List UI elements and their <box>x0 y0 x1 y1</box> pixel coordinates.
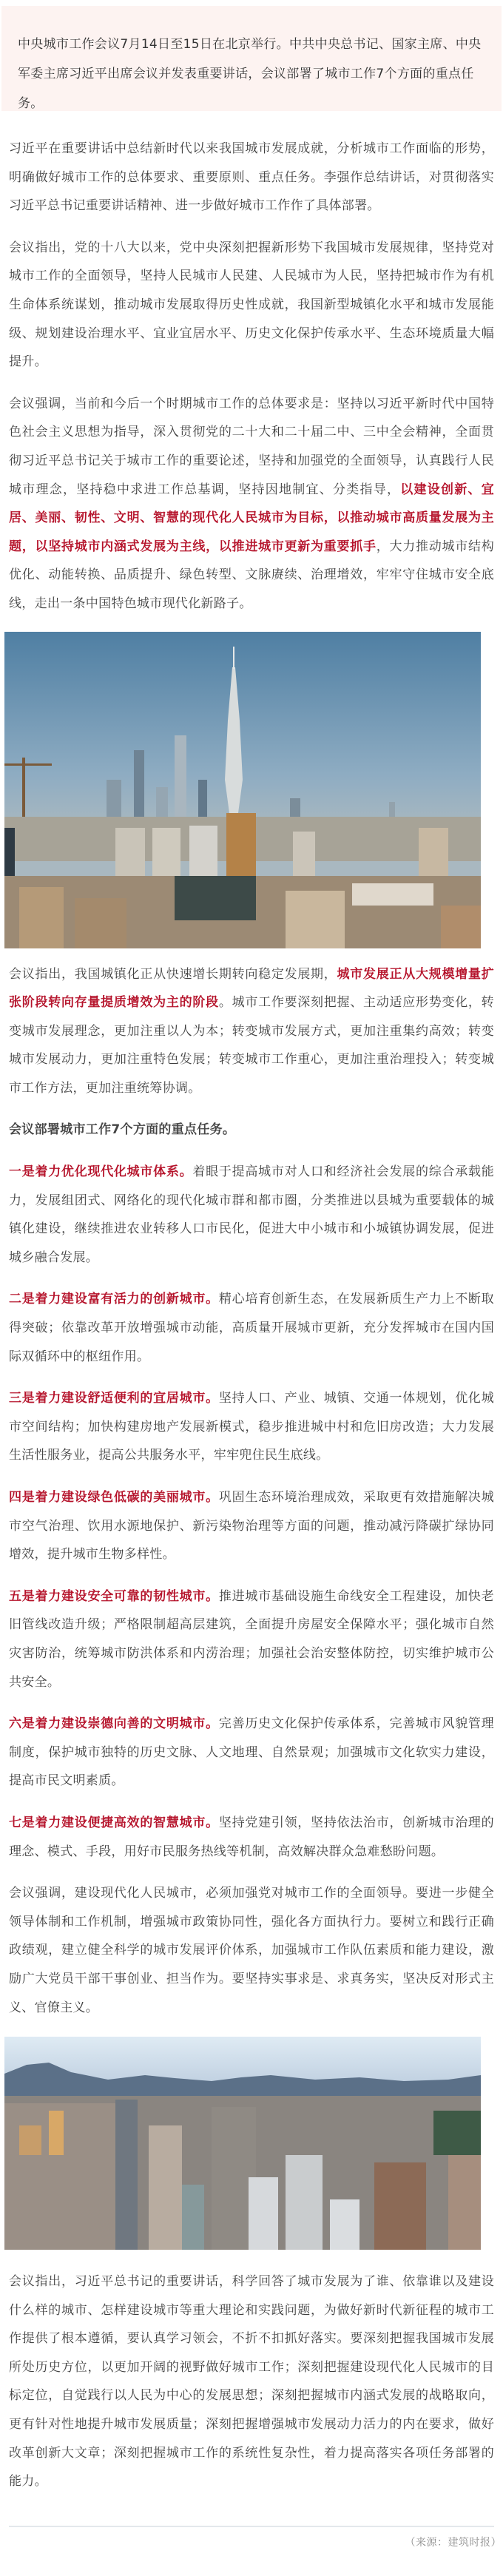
task-body: 坚持人口、产业、城镇、交通一体规划，优化城市空间结构；加快构建房地产发展新模式，稳步推进城中村和危旧房改造；大力发展生活性服务业，提高公共服务水平，牢牢兜住民生底线。 <box>9 1391 494 1463</box>
task-title: 五是着力建设安全可靠的韧性城市。 <box>9 1588 219 1604</box>
paragraph-conclusion: 会议指出，习近平总书记的重要讲话，科学回答了城市发展为了谁、依靠谁以及建设什么样的城市、怎样建设城市等重大理论和实践问题，为做好新时代新征程的城市工作提供了根本遵循，要认真学习领会，不折不扣抓好落实。要深刻把握我国城市发展所处历史方位，以更加开阔的视野做好城市工作；深刻把握建设现代化人民城市的目标定位，自觉践行以人民为中心的发展思想；深刻把握城市内涵式发展的战略取向，更有针对性地提升城市发展质量；深刻把握增强城市发展动力活力的内在要求，做好改革创新大文章；深刻把握城市工作的系统性复杂性，着力提高落实各项任务部署的能力。 <box>9 2274 494 2489</box>
task-item-1 <box>9 1158 494 1272</box>
paragraph-urbanization-stage <box>9 960 494 1103</box>
task-body: 着眼于提高城市对人口和经济社会发展的综合承载能力，发展组团式、网络化的现代化城市群和都市圈，分类推进以县城为重要载体的城镇化建设，继续推进农业转移人口市民化，促进大中小城市和小城镇协调发展，促进城乡融合发展。 <box>9 1164 495 1265</box>
highlight-text: 城市发展正从大规模增量扩张阶段转向存量提质增效为主的阶段 <box>9 966 495 1011</box>
city-skyline-photo <box>4 632 481 948</box>
task-title: 四是着力建设绿色低碳的美丽城市。 <box>9 1490 219 1505</box>
aerial-city-illustration-icon <box>4 2037 481 2250</box>
task-body: 推进城市基础设施生命线安全工程建设，加快老旧管线改造升级；严格限制超高层建筑，全面提升房屋安全保障水平；强化城市自然灾害防治，统筹城市防洪体系和内涝治理；加强社会治安整体防控，切实维护城市公共安全。 <box>9 1588 494 1690</box>
task-title: 七是着力建设便捷高效的智慧城市。 <box>9 1815 219 1830</box>
task-item-5 <box>9 1582 494 1696</box>
text-span: 。城市工作要深刻把握、主动适应形势变化，转变城市发展理念，更加注重以人为本；转变城市发展方式，更加注重集约高效；转变城市发展动力，更加注重特色发展；转变城市工作重心，更加注重治理投入；转变城市工作方法，更加注重统筹协调。 <box>9 995 494 1096</box>
text-span: 会议指出，我国城镇化正从快速增长期转向稳定发展期， <box>9 966 337 982</box>
task-title: 一是着力优化现代化城市体系。 <box>9 1164 193 1180</box>
task-item-6 <box>9 1710 494 1796</box>
task-title: 三是着力建设舒适便利的宜居城市。 <box>9 1391 219 1406</box>
task-item-4 <box>9 1483 494 1569</box>
intro-text: 中央城市工作会议7月14日至15日在北京举行。中共中央总书记、国家主席、中央军委主席习近平出席会议并发表重要讲话，会议部署了城市工作7个方面的重点任务。 <box>18 37 482 111</box>
task-item-3 <box>9 1384 494 1470</box>
task-item-7 <box>9 1809 494 1866</box>
task-item-2 <box>9 1285 494 1371</box>
task-title: 六是着力建设崇德向善的文明城市。 <box>9 1716 219 1732</box>
source-attribution: （来源：建筑时报） <box>405 2536 502 2549</box>
task-body: 精心培育创新生态，在发展新质生产力上不断取得突破；依靠改革开放增强城市动能，高质量开展城市更新，充分发挥城市在国内国际双循环中的枢纽作用。 <box>9 1292 494 1364</box>
text-span: ，大力推动城市结构优化、动能转换、品质提升、绿色转型、文脉赓续、治理增效，牢牢守住城市安全底线，走出一条中国特色城市现代化新路子。 <box>9 539 494 611</box>
task-body: 完善历史文化保护传承体系，完善城市风貌管理制度，保护城市独特的历史文脉、人文地理、自然景观；加强城市文化软实力建设，提高市民文明素质。 <box>9 1716 494 1789</box>
skyline-illustration-icon <box>4 632 481 948</box>
article-body-continued <box>0 960 503 2023</box>
article-body <box>0 111 503 618</box>
tasks-heading: 会议部署城市工作7个方面的重点任务。 <box>9 1122 236 1138</box>
paragraph-summary: 习近平在重要讲话中总结新时代以来我国城市发展成就，分析城市工作面临的形势，明确做好城市工作的总体要求、重要原则、重点任务。李强作总结讲话，对贯彻落实习近平总书记重要讲话精神、进一步做好城市工作作了具体部署。 <box>9 141 494 214</box>
paragraph-achievements: 会议指出，党的十八大以来，党中央深刻把握新形势下我国城市发展规律，坚持党对城市工作的全面领导，坚持人民城市人民建、人民城市为人民，坚持把城市作为有机生命体系统谋划，推动城市发展取得历史性成就，我国新型城镇化水平和城市发展能级、规划建设治理水平、宜业宜居水平、历史文化保护传承水平、生态环境质量大幅提升。 <box>9 240 494 370</box>
paragraph-requirements <box>9 390 494 618</box>
paragraph-leadership: 会议强调，建设现代化人民城市，必须加强党对城市工作的全面领导。要进一步健全领导体制和工作机制，增强城市政策协同性，强化各方面执行力。要树立和践行正确政绩观，建立健全科学的城市发展评价体系，加强城市工作队伍素质和能力建设，激励广大党员干部干事创业、担当作为。要坚持实事求是、求真务实，坚决反对形式主义、官僚主义。 <box>9 1886 494 2015</box>
article-body-final <box>0 2268 503 2496</box>
task-title: 二是着力建设富有活力的创新城市。 <box>9 1292 219 1307</box>
intro-box <box>1 6 502 111</box>
aerial-city-photo <box>4 2037 481 2250</box>
task-body: 坚持党建引领，坚持依法治市，创新城市治理的理念、模式、手段，用好市民服务热线等机制，高效解决群众急难愁盼问题。 <box>9 1815 494 1859</box>
highlight-text: 以建设创新、宜居、美丽、韧性、文明、智慧的现代化人民城市为目标，以推动城市高质量发展为主题，以坚持城市内涵式发展为主线，以推进城市更新为重要抓手 <box>9 482 494 554</box>
task-body: 巩固生态环境治理成效，采取更有效措施解决城市空气治理、饮用水源地保护、新污染物治理等方面的问题，推动减污降碳扩绿协同增效，提升城市生物多样性。 <box>9 1490 494 1562</box>
text-span: 会议强调，当前和今后一个时期城市工作的总体要求是：坚持以习近平新时代中国特色社会主义思想为指导，深入贯彻党的二十大和二十届二中、三中全会精神，全面贯彻习近平总书记关于城市工作的重要论述，坚持和加强党的全面领导，认真践行人民城市理念，坚持稳中求进工作总基调，坚持因地制宜、分类指导， <box>9 396 494 497</box>
